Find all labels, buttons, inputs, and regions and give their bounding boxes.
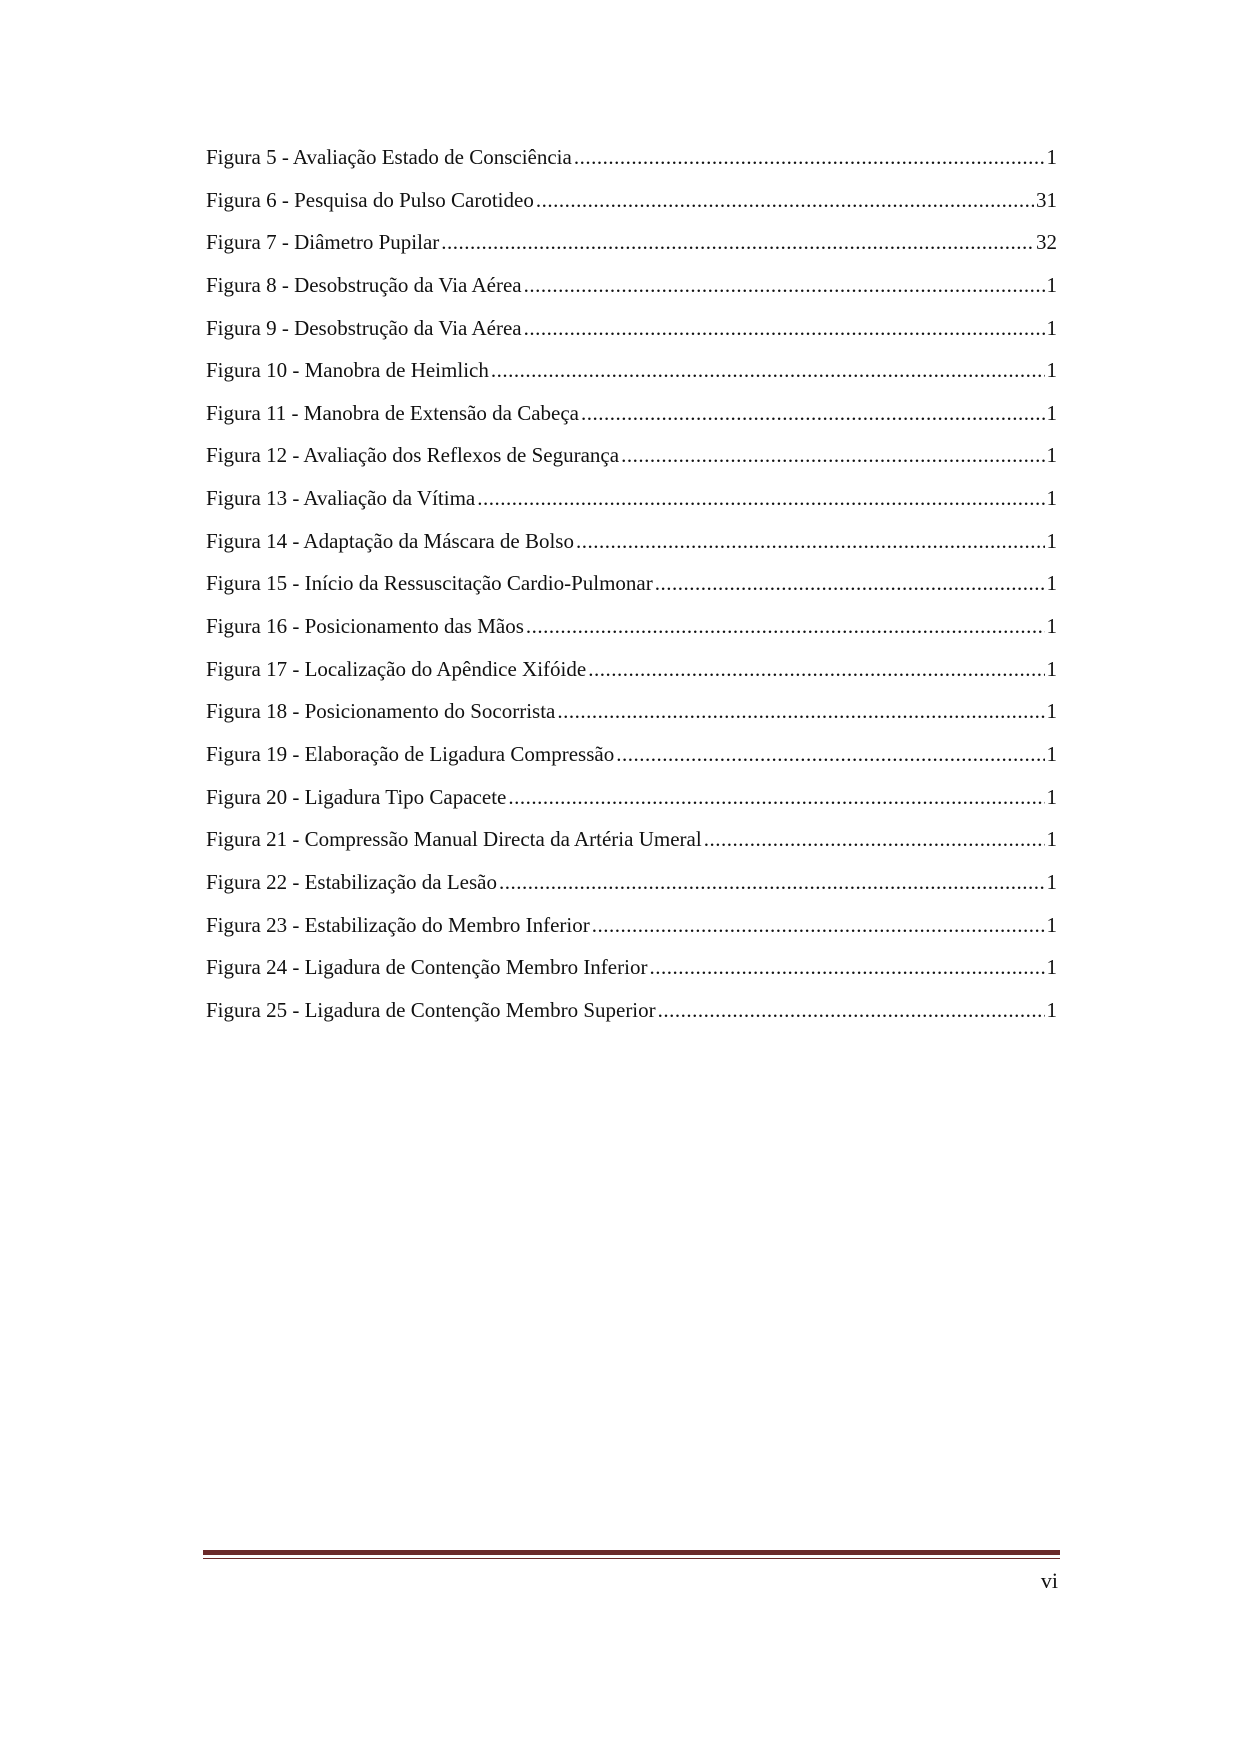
toc-entry-label: Figura 12 - Avaliação dos Reflexos de Segurança — [206, 443, 620, 468]
toc-dot-leader — [616, 742, 1044, 766]
toc-entry-label: Figura 9 - Desobstrução da Via Aérea — [206, 315, 522, 340]
toc-entry-label: Figura 23 - Estabilização do Membro Inferior — [206, 912, 590, 937]
toc-entry-page: 1 — [1046, 272, 1057, 297]
toc-entry-page: 1 — [1046, 145, 1057, 169]
toc-entry-label: Figura 25 - Ligadura de Contenção Membro Superior — [206, 997, 656, 1022]
toc-dot-leader — [524, 316, 1045, 340]
toc-entry — [206, 913, 1057, 956]
toc-dot-leader — [477, 486, 1044, 510]
toc-dot-leader — [524, 273, 1045, 297]
toc-entry-page: 1 — [1046, 955, 1057, 980]
toc-entry-label: Figura 22 - Estabilização da Lesão — [206, 869, 497, 894]
toc-dot-leader — [704, 827, 1045, 851]
toc-entry-label: Figura 7 - Diâmetro Pupilar — [206, 230, 440, 255]
toc-entry — [206, 827, 1057, 870]
toc-dot-leader — [588, 657, 1044, 681]
toc-entry — [206, 529, 1057, 572]
toc-entry — [206, 188, 1057, 231]
toc-entry — [206, 358, 1057, 401]
toc-dot-leader — [508, 785, 1044, 809]
footer-rule-thin — [203, 1558, 1060, 1559]
toc-entry — [206, 699, 1057, 742]
toc-entry-page: 1 — [1046, 571, 1057, 596]
toc-entry — [206, 998, 1057, 1041]
toc-entry — [206, 486, 1057, 529]
toc-entry-label: Figura 21 - Compressão Manual Directa da Artéria Umeral — [206, 827, 702, 852]
toc-dot-leader — [581, 401, 1044, 425]
toc-dot-leader — [592, 913, 1045, 937]
toc-entry-label: Figura 6 - Pesquisa do Pulso Carotideo — [206, 187, 534, 212]
toc-dot-leader — [491, 358, 1045, 382]
toc-entry-page: 1 — [1046, 869, 1057, 894]
toc-entry — [206, 273, 1057, 316]
toc-entry-label: Figura 17 - Localização do Apêndice Xifóide — [206, 656, 587, 681]
toc-entry — [206, 316, 1057, 359]
toc-dot-leader — [576, 529, 1045, 553]
toc-entry-page: 1 — [1046, 784, 1057, 809]
toc-entry-page: 1 — [1046, 656, 1057, 681]
toc-entry-page: 31 — [1036, 187, 1057, 212]
toc-entry-page: 1 — [1046, 827, 1057, 852]
toc-entry-page: 1 — [1046, 315, 1057, 340]
toc-entry-page: 1 — [1046, 997, 1057, 1022]
toc-dot-leader — [441, 230, 1034, 254]
toc-entry-label: Figura 16 - Posicionamento das Mãos — [206, 614, 524, 639]
toc-entry-page: 1 — [1046, 400, 1057, 425]
toc-dot-leader — [649, 955, 1044, 979]
toc-entry-label: Figura 8 - Desobstrução da Via Aérea — [206, 272, 522, 297]
toc-entry-label: Figura 11 - Manobra de Extensão da Cabeça — [206, 400, 580, 425]
toc-entry-page: 1 — [1046, 699, 1057, 724]
footer-rule-thick — [203, 1550, 1060, 1555]
toc-entry — [206, 401, 1057, 444]
toc-entry-page: 1 — [1046, 486, 1057, 511]
toc-entry-label: Figura 18 - Posicionamento do Socorrista — [206, 699, 556, 724]
toc-entry-page: 1 — [1046, 614, 1057, 639]
list-of-figures — [206, 145, 1057, 1040]
toc-entry — [206, 145, 1057, 188]
toc-entry — [206, 870, 1057, 913]
toc-entry-label: Figura 13 - Avaliação da Vítima — [206, 486, 476, 511]
toc-dot-leader — [574, 145, 1045, 169]
toc-dot-leader — [658, 998, 1045, 1022]
toc-entry-page: 1 — [1046, 912, 1057, 937]
toc-entry-page: 32 — [1036, 230, 1057, 255]
toc-entry — [206, 614, 1057, 657]
toc-entry-label: Figura 15 - Início da Ressuscitação Cardio-Pulmonar — [206, 571, 653, 596]
toc-dot-leader — [536, 188, 1034, 212]
toc-dot-leader — [621, 443, 1044, 467]
toc-dot-leader — [499, 870, 1045, 894]
toc-entry-page: 1 — [1046, 443, 1057, 468]
toc-entry — [206, 657, 1057, 700]
toc-entry-page: 1 — [1046, 528, 1057, 553]
toc-entry-label: Figura 20 - Ligadura Tipo Capacete — [206, 784, 507, 809]
toc-entry-page: 1 — [1046, 358, 1057, 383]
toc-entry — [206, 785, 1057, 828]
toc-entry — [206, 443, 1057, 486]
toc-entry — [206, 955, 1057, 998]
toc-dot-leader — [655, 571, 1045, 595]
toc-entry-label: Figura 10 - Manobra de Heimlich — [206, 358, 489, 383]
toc-entry — [206, 742, 1057, 785]
toc-entry-label: Figura 14 - Adaptação da Máscara de Bolso — [206, 528, 574, 553]
toc-entry-label: Figura 19 - Elaboração de Ligadura Compressão — [206, 741, 615, 766]
toc-entry-page: 1 — [1046, 741, 1057, 766]
toc-entry-label: Figura 24 - Ligadura de Contenção Membro Inferior — [206, 955, 648, 980]
toc-entry — [206, 571, 1057, 614]
page-number: vi — [1040, 1568, 1058, 1593]
toc-entry — [206, 230, 1057, 273]
toc-dot-leader — [557, 699, 1044, 723]
toc-dot-leader — [526, 614, 1045, 638]
toc-entry-label: Figura 5 - Avaliação Estado de Consciência — [206, 145, 572, 169]
